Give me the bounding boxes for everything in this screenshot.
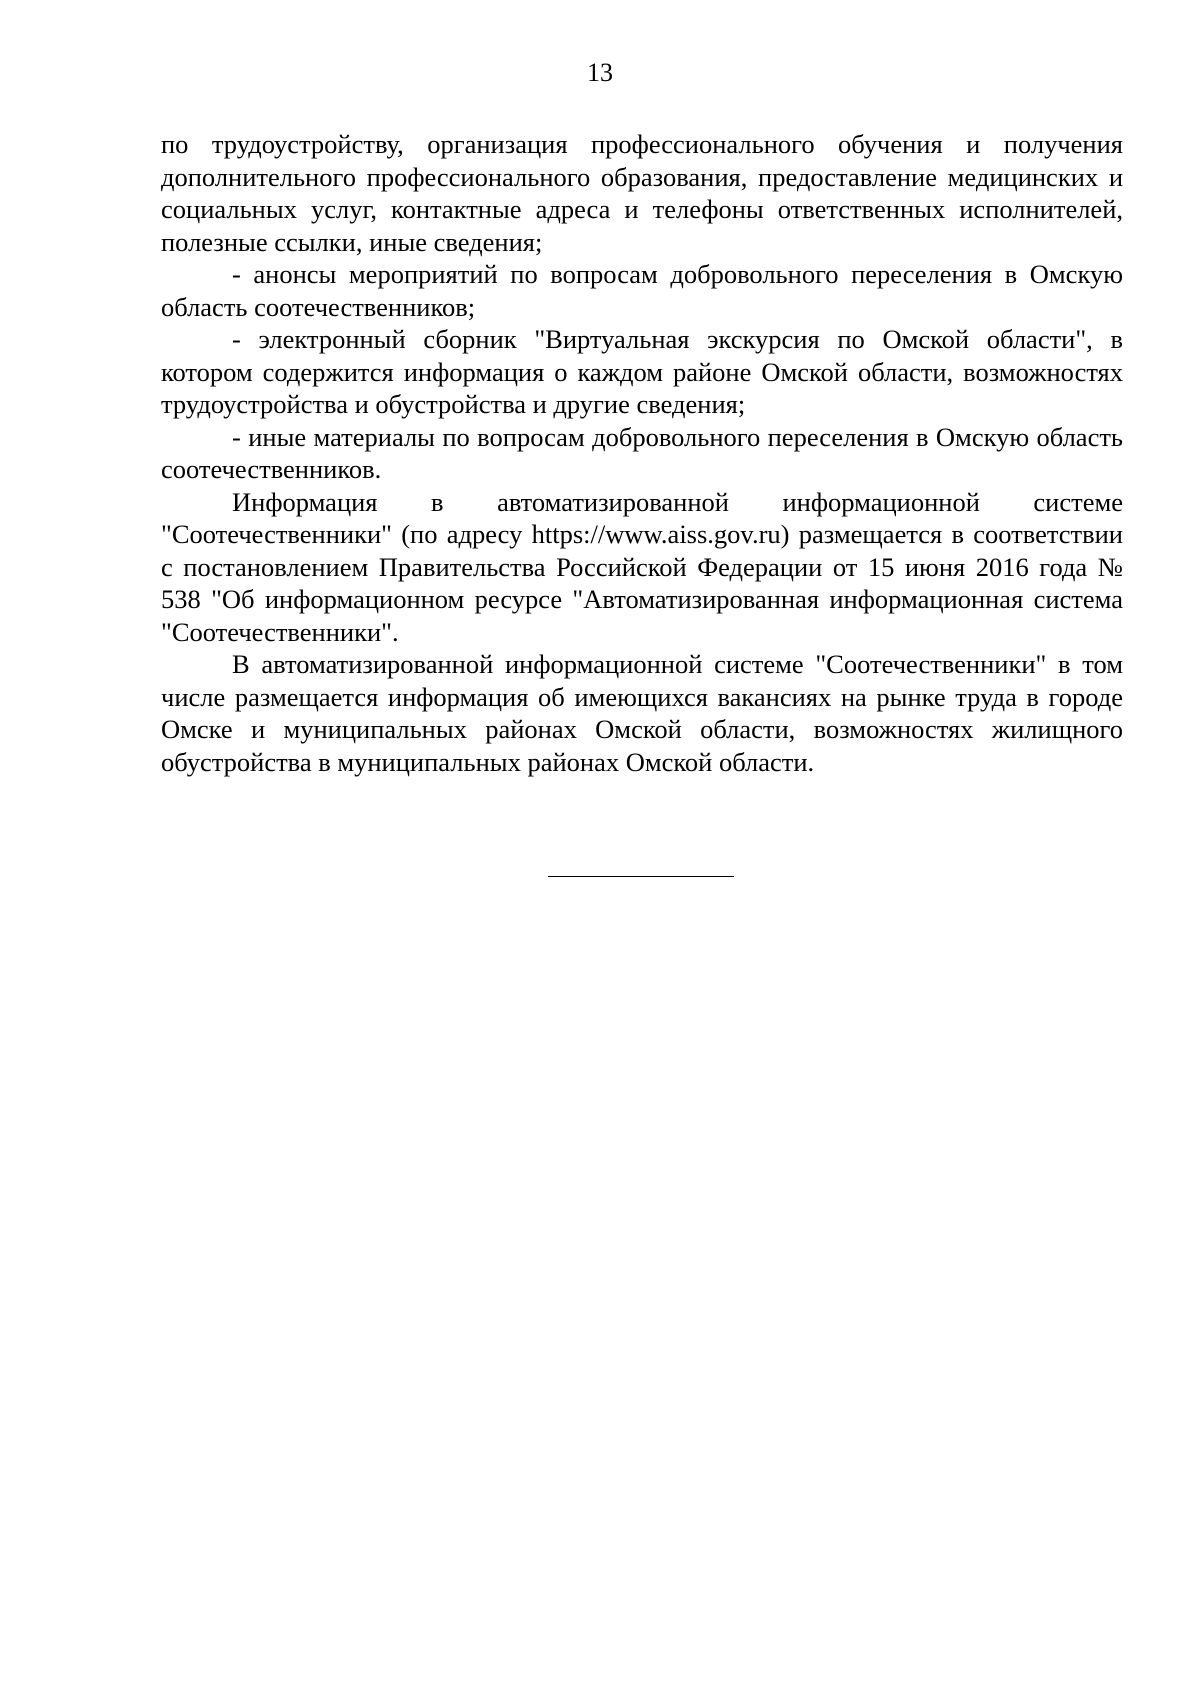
end-of-document-line xyxy=(548,876,734,877)
list-item-virtual-tour: - электронный сборник "Виртуальная экскурсия по Омской области", в котором содержится информация о каждом районе Омской области, возможностях трудоустройства и обустройства и другие сведения; xyxy=(161,324,1123,419)
list-item-other-materials: - иные материалы по вопросам добровольного переселения в Омскую область соотечественников. xyxy=(161,421,1123,484)
list-item-announcements: - анонсы мероприятий по вопросам добровольного переселения в Омскую область соотечественников; xyxy=(161,259,1123,322)
paragraph-continuation: по трудоустройству, организация профессионального обучения и получения дополнительного профессионального образования, предоставление медицинских и социальных услуг, контактные адреса и телефоны ответственных исполнителей, полезные ссылки, иные сведения; xyxy=(161,129,1123,257)
paragraph-aiss-info: Информация в автоматизированной информационной системе "Соотечественники" (по адресу https://www.aiss.gov.ru) размещается в соответствии с постановлением Правительства Российской Федерации от 15 июня 2016 года № 538 "Об информационном ресурсе "Автоматизированная информационная система "Соотечественники". xyxy=(161,486,1123,647)
page-number: 13 xyxy=(587,58,613,87)
paragraph-aiss-vacancies: В автоматизированной информационной системе "Соотечественники" в том числе размещается информация об имеющихся вакансиях на рынке труда в городе Омске и муниципальных районах Омской области, возможностях жилищного обустройства в муниципальных районах Омской области. xyxy=(161,649,1123,777)
document-body xyxy=(161,128,1123,778)
